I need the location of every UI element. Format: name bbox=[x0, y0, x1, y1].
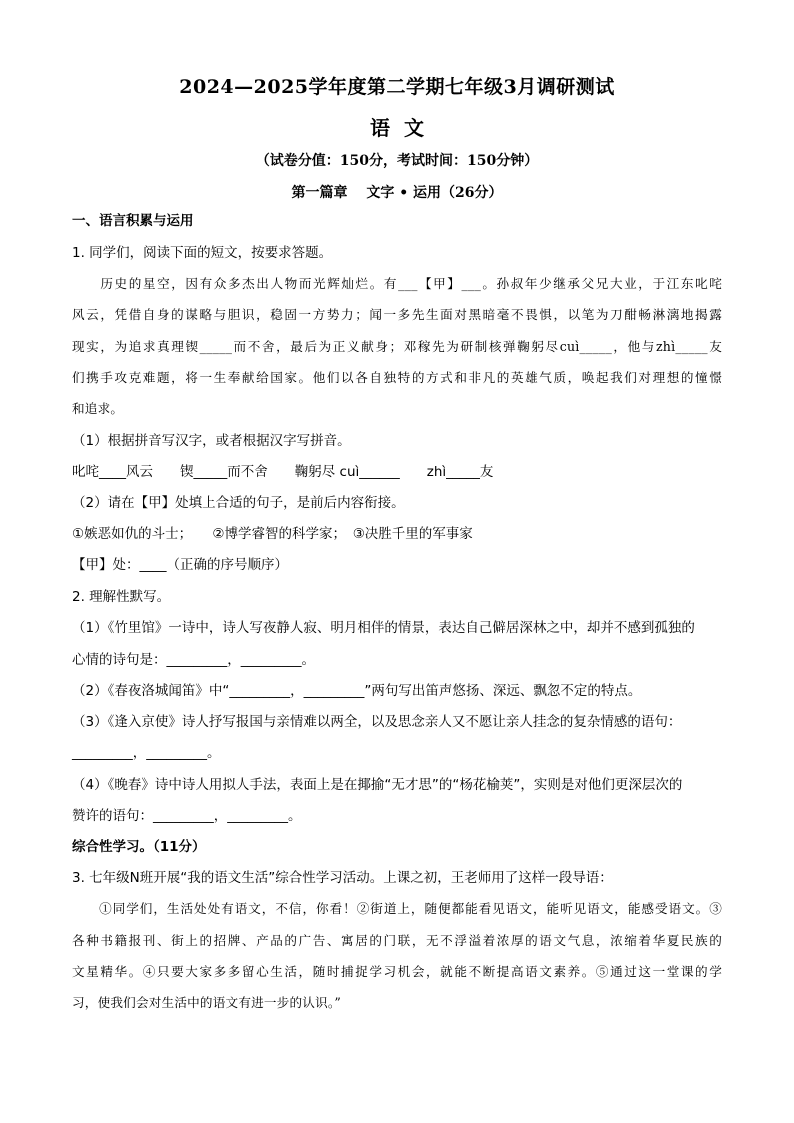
q1-passage-line: 历史的星空，因有众多杰出人物而光辉灿烂。有___【甲】___。孙叔年少继承父兄大业，于江东叱咤 bbox=[72, 276, 722, 291]
q1-stem: 1. 同学们，阅读下面的短文，按要求答题。 bbox=[72, 245, 333, 261]
section2-heading: 综合性学习。（11分） bbox=[72, 839, 206, 855]
q2-item-line: 赞许的语句：_________，_________。 bbox=[72, 808, 302, 824]
q2-item-line: （2）《春夜洛城闻笛》中“_________，_________”两句写出笛声悠扬、深远、飘忽不定的特点。 bbox=[72, 683, 642, 699]
q1-sub2: （2）请在【甲】处填上合适的句子，是前后内容衔接。 bbox=[72, 495, 405, 511]
exam-title: 2024—2025学年度第二学期七年级3月调研测试 bbox=[179, 76, 615, 98]
q1-passage-line: 现实，为追求真理锲_____而不舍，最后为正义献身；邓稼先为研制核弹鞠躬尽cuì_____，他与zhì_____友 bbox=[72, 339, 722, 354]
section1-heading: 一、语言积累与运用 bbox=[72, 213, 194, 229]
q1-sub1-items: 叱咤____风云 锲_____而不舍 鞠躬尽 cuì______ zhì_____友 bbox=[72, 464, 494, 480]
q1-sub1: （1）根据拼音写汉字，或者根据汉字写拼音。 bbox=[72, 433, 351, 449]
q1-answer-line: 【甲】处：____（正确的序号顺序） bbox=[72, 557, 288, 573]
q1-options: ①嫉恶如仇的斗士； ②博学睿智的科学家； ③决胜千里的军事家 bbox=[72, 526, 473, 542]
q3-passage-line: 各种书籍报刊、街上的招牌、产品的广告、寓居的门联，无不浮溢着浓厚的语文气息，浓缩着华夏民族的 bbox=[72, 933, 722, 948]
exam-info: （试卷分值：150分，考试时间：150分钟） bbox=[255, 153, 539, 169]
q2-item-line: _________，_________。 bbox=[72, 745, 221, 761]
q2-stem: 2. 理解性默写。 bbox=[72, 589, 171, 605]
q3-passage-line: 习，使我们会对生活中的语文有进一步的认识。” bbox=[72, 995, 342, 1010]
q3-passage-line: ①同学们，生活处处有语文，不信，你看！②街道上，随便都能看见语文，能听见语文，能感受语文。③ bbox=[72, 901, 722, 916]
q2-item-line: （4）《晚春》诗中诗人用拟人手法，表面上是在揶揄“无才思”的“杨花榆荚”，实则是对他们更深层次的 bbox=[72, 777, 683, 793]
q2-item-line: （1）《竹里馆》一诗中，诗人写夜静人寂、明月相伴的情景，表达自己僻居深林之中，却并不感到孤独的 bbox=[72, 620, 695, 636]
q2-item-line: （3）《逢入京使》诗人抒写报国与亲情难以两全，以及思念亲人又不愿让亲人挂念的复杂情感的语句： bbox=[72, 714, 682, 730]
q3-passage-line: 文星精华。④只要大家多多留心生活，随时捕捉学习机会，就能不断提高语文素养。⑤通过这一堂课的学 bbox=[72, 964, 722, 979]
chapter-heading-text: 第一篇章 文字 • 运用（26分） bbox=[291, 185, 503, 201]
q3-stem: 3. 七年级N班开展“我的语文生活”综合性学习活动。上课之初，王老师用了这样一段导语： bbox=[72, 870, 613, 886]
chapter-heading bbox=[0, 182, 794, 202]
q1-passage-line: 们携手攻克难题，将一生奉献给国家。他们以各自独特的方式和非凡的英雄气质，唤起我们对理想的憧憬 bbox=[72, 370, 722, 385]
q1-passage-line: 和追求。 bbox=[72, 401, 124, 416]
q1-passage-line: 风云，凭借自身的谋略与胆识，稳固一方势力；闻一多先生面对黑暗毫不畏惧，以笔为刀酣畅淋漓地揭露 bbox=[72, 307, 722, 322]
q2-item-line: 心情的诗句是：_________，_________。 bbox=[72, 652, 315, 668]
subject-title: 语文 bbox=[370, 116, 438, 140]
